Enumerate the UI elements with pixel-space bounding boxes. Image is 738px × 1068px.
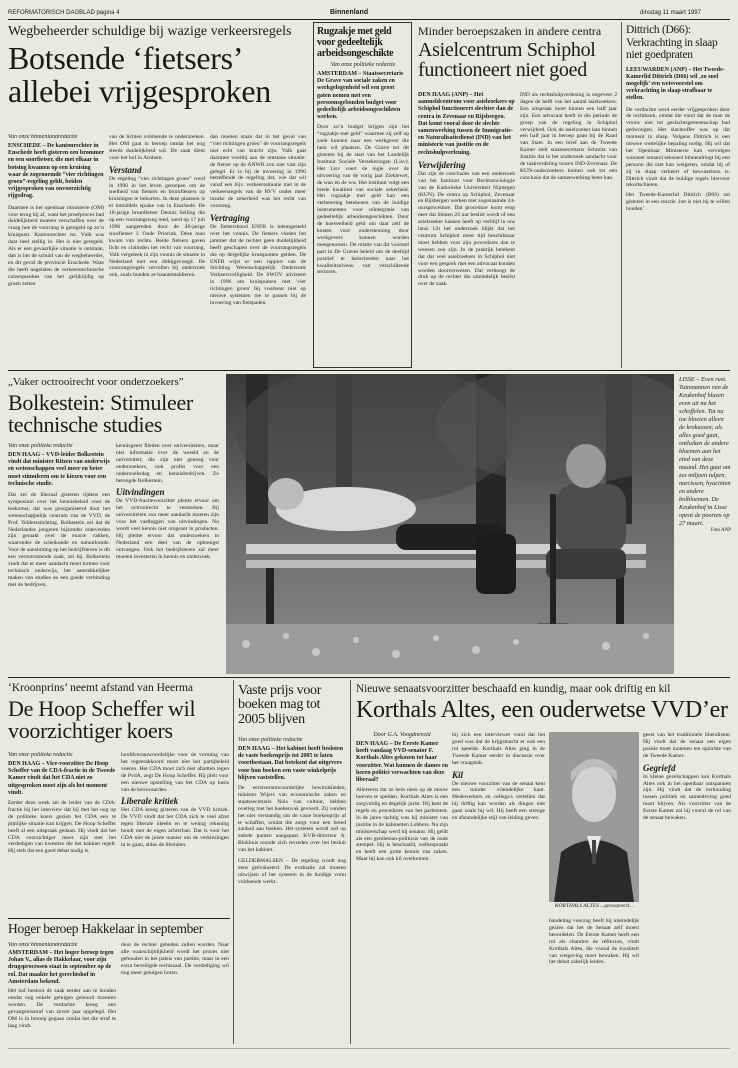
a1-kicker: Wegbeheerder schuldige bij wazige verkeersregels	[8, 24, 292, 39]
a5-col1	[8, 443, 110, 673]
a9-title: Korthals Altes, een ouderwetse VVD’er	[356, 697, 728, 723]
a6-col1	[8, 752, 116, 915]
korthals-altes-portrait	[549, 732, 639, 902]
bottom-rule	[8, 1048, 730, 1049]
a2-byline: Van onze politieke redactie	[330, 62, 396, 68]
a5-body: Dat zei de liberaal gisteren tijdens een symposium over het kennisbeleid voor de toekomst, dat was georganiseerd door het wetenschappelijk centrum van de VVD, de Prof. Teldersstichting. Bolkestein zei dat de Nederlandse jongeren bijzonder ontevreden zijn geraakt over de exacte vakken, waaronder de scheikunde en natuurkunde. Voor de aansluiting op het bedrijfsleven is dit een verontrustende zaak, zei hij. Bolkestein vindt dat er meer aandacht moet komen voor technisch onderwijs, het aantrekkelijker maken van studies en een goede verbinding met de bedrijven.	[8, 492, 110, 588]
a6-col2-sub: Liberale kritiek	[121, 796, 179, 807]
portrait-image	[549, 732, 639, 902]
photo-caption: LISSE – Even rust. Tuinmannen van de Keukenhof blazen even uit na het schoffelen. Tot nu toe bloeien alleen de krokussen; als alles goed gaat, ontluiken de andere bloemen aan het eind van deze maand. Het gaat om zes miljoen tulpen, narcissen, hyacinten en andere bolbloemen. De Keukenhof in Lisse opent de poorten op 27 maart.	[679, 376, 731, 527]
photo-caption-block	[679, 376, 731, 672]
a8-rule	[8, 918, 230, 919]
row1-rule	[8, 370, 730, 371]
a9-col1	[356, 732, 448, 1044]
a4-extra: Het Tweede-Kamerlid Dittrich (D66) zei gisteren in een reactie ‚het is niet bij te willen houden’.	[626, 192, 730, 213]
a3-lead: DEN HAAG (ANP) – Het aanmeldcentrum voor asielzoekers op Schiphol functioneert slechter dan de centra in Zevenaar en Rijsbergen. Dat komt vooral door de slechte samenwerking tussen de Immigratie- en Naturalisatiedienst (IND) van het ministerie van justitie en de rechtshulpverlening.	[418, 92, 515, 156]
a6-col2	[121, 752, 229, 915]
a2-lead: AMSTERDAM – Staatssecretaris De Grave van sociale zaken en werkgelegenheid wil een groot gaten nemen met een persoonsgebonden budget voor gedeeltelijk arbeidsongeschikten werken.	[317, 71, 404, 121]
a7-title: Vaste prijs voor boeken mag tot 2005 blijven	[238, 683, 322, 727]
header-rule	[8, 19, 730, 20]
a5-byline: Van onze politieke redactie	[8, 443, 73, 449]
a1-col2	[109, 134, 205, 366]
header-paper-name: REFORMATORISCH DAGBLAD pagina 4	[8, 10, 120, 16]
a1-col2-sub: Verstand	[109, 164, 142, 175]
a1-col3-sub: Vertraging	[210, 212, 250, 223]
a8-byline: Van onze binnenlandredactie	[8, 942, 78, 948]
a3-col2-text: IND als rechtshulpverlening is ongeveer 2 dagen de helft van het aantal asielzoekers. Een uitspraak moet binnen een half jaar zijn. Een advocaat heeft in die periode de groep van de regeling in Schiphol verwijderd. Ook de asielzoeker kan binnen een half jaar in beroep gaan bij de Raad van State. In een brief aan de Tweede Kamer stelt staatssecretaris Schmitz van Justitie dat in het onderzoek aandacht voor de taakverdeling tussen IND-Zevenaar. De KUN-onderzoekers komen ook tot een conclusie dat de samenwerking beter kan.	[520, 92, 617, 181]
a7-body: De eerstverantwoordelijke bewindslieden, minister Wijers van economische zaken en staatssecretaris Nuis van cultuur, hebben overleg met het boekenvak gevoerd. Zij vonden het niet verstandig om de vaste boekenprijs af te schaffen, omdat die zorgt voor een breed aanbod aan boeken. Het systeem wordt wel op enkele punten aangepast. KVB-directeur A. Blokhuis toonde zich tevreden over het besluit van het kabinet.	[238, 785, 346, 854]
a6-col2-text: hoofdverantwoordelijke voor de vorming van het regeerakkoord moet niet het partijbeleid voeren. Het CDA moet zich niet afzetten tegen de PvdA, zegt De Hoop Scheffer. Hij pleit voor een nieuwe opstelling van het CDA op basis van de kernwaarden.	[121, 752, 229, 793]
a3-kicker: Minder beroepszaken in andere centra	[418, 24, 602, 38]
a9-body: Allereerst dat ze hem niets op de mouw hoeven te spelden. Korthals Altes is een zorgvuldig en degelijk jurist. Hij kent de regels en procedures van het parlement. In de jaren tachtig was hij minister van justitie in de kabinetten Lubbers. Na zijn ministerschap werd hij senator. Hij geldt als een gentleman-politicus van de oude stempel. Hij is beschaafd, welbespraakt en heeft een grote kennis van zaken. Maar hij kan ook kil overkomen.	[356, 787, 448, 863]
portrait-caption: KORTHALS ALTES ...geroepeerd...	[554, 903, 634, 909]
a1-col3b-text: De fietsersbond ENFB is teleurgesteld over het vonnis. De fietsers vinden het jammer dat de rechter geen duidelijkheid heeft geschapen over de voorrangsregels die op dergelijke kruispunten gelden. De ENFB wijst er een rapport van de Stichting Wetenschappelijk Onderzoek Verkeersveiligheid. De SWOV adviseert in 1996 om kruispunten met 'vier richtingen groen' bij voorkeur niet op nieuwe systemen toe te passen bij de invoering van fietspaden.	[210, 223, 306, 306]
a8-col2	[121, 942, 229, 1044]
a6-byline: Van onze politieke redactie	[8, 752, 73, 758]
a8-body: Het hof besloot de zaak eerder aan te houden omdat nog enkele getuigen gehoord moesten worden. De verdachte kreeg een gevangenisstraf van zeven jaar opgelegd. Het OM is in beroep gegaan omdat het die straf te laag vindt.	[8, 988, 116, 1029]
a3-sub: Verwijdering	[418, 159, 466, 170]
a4-divider	[621, 22, 622, 368]
a7-byline: Van onze politieke redactie	[238, 737, 303, 743]
a1-byline: Van onze binnenlandredactie	[8, 134, 78, 140]
a7-divider-left	[233, 680, 234, 1044]
a6-col2b-text: Het CDA kreeg gisteren van de VVD kritiek. De VVD vindt dat het CDA zich te veel afzet tegen liberale ideeën en te weinig rekening houdt met de eigen achterban. Dat is voor het CDA niet de juiste manier om de verkiezingen in te gaan, aldus de liberalen.	[121, 807, 229, 848]
a4-title: Dittrich (D66): Verkrachting in slaap niet goedpraten	[626, 24, 718, 61]
a9-kicker: Nieuwe senaatsvoorzitter beschaafd en kundig, maar ook driftig en kil	[356, 683, 671, 695]
a7-lead: DEN HAAG – Het kabinet heeft besloten de vaste boekenprijs tot 2005 te laten voortbestaan. Dat betekent dat uitgevers voor hun boeken een vaste winkelprijs blijven vaststellen.	[238, 746, 343, 781]
a9-col3-text: handeling voorzag heeft hij uiteindelijk gezien dat het de Senaat zelf moest beoordelen. De Eerste Kamer heeft een rol als chambre de réflexion, vindt Korthals Altes, die vooral de kwaliteit van wetgeving moet bewaken. Hij wil het debat zakelijk leiden.	[549, 918, 639, 966]
header-section: Binnenland	[330, 9, 369, 16]
a8-col1	[8, 942, 116, 1044]
a1-col3-text: dan moeten staan dat in het geval van “vier richtingen groen” de voorrangsregels niet echt van kracht zijn. Valk gaat daarmee voorbij aan de ontstane situatie: de fietser op de ANWB zou niet vast zijn gelegd. Er is bij de invoering in 1990 betreffende de regeling dat, wie dat wil vanaf een bijv. verkeerssituatie met in de verkeersregels van de RVV onder meer inzake de zekerheid was het recht van voorrang.	[210, 134, 306, 210]
a2-content	[317, 26, 409, 364]
gardeners-photo-image	[226, 374, 674, 674]
a1-col3	[210, 134, 306, 366]
a5-col2-text: kennisgeest fileden over universiteiten, maar niet informatie over de wereld en de universiteit; die zijn niet genoeg voor onderzoekers, ook profes voor een onderzoeksdag en kennisbedrijven. Zo betoogde Bolkestein.	[116, 443, 219, 484]
a9-col2	[452, 732, 545, 1044]
row2-rule	[8, 677, 730, 678]
a9-col4-text: geest van het traditionele liberalisme. Hij vindt dat de senaat een eigen positie moet innemen ten opzichte van de Tweede Kamer.	[643, 732, 731, 759]
a9-col4-sub: Gegriefd	[643, 762, 676, 773]
a5-kicker: „Vaker octrooirecht voor onderzoekers”	[8, 376, 184, 388]
a9-col2b-text: De nieuwe voorzitter van de senaat kent een minder vriendelijke kant. Medewerkers en collega's vertellen dat hij driftig kan worden als dingen niet gaan zoals hij wil. Hij heeft een strenge en afstandelijke stijl van leiding geven.	[452, 780, 545, 822]
a6-title: De Hoop Scheffer wil voorzichtiger koers	[8, 696, 196, 744]
photo-credit: Foto ANP	[710, 528, 731, 533]
a8-col2-text: door de rechter geboden zullen worden. Naar alle waarschijnlijkheid wordt het proces niet gehouden in het paleis van justitie, maar in een extra beveiligde rechtszaal. De verdediging wil nog meer getuigen horen.	[121, 942, 229, 976]
a6-lead: DEN HAAG – Vice-voorzitter De Hoop Scheffer van de CDA-fractie in de Tweede Kamer vindt dat het CDA niet zo uitgesproken moet zijn als het moment vindt.	[8, 761, 116, 796]
a9-divider-left	[350, 680, 351, 1044]
a5-lead: DEN HAAG – VVD-leider Bolkestein vindt dat minister Ritzen van onderwijs en wetenschappen veel meer en beter moet stimuleren om te kiezen voor een technische studie.	[8, 452, 110, 487]
a9-col4b-text: In kleine gezelschappen kan Korthals Altes ook in het openbaar ontspannen zijn. Hij vindt dat de verhouding tussen politiek en samenleving goed moet blijven. Als voorzitter van de Eerste Kamer zal hij vooral de rol van de senaat bewaken.	[643, 773, 731, 822]
a5-col2b-text: De VVD-fractievoorzitter pleitte ervoor om het octrooirecht te versterken. Bij universiteiten zou meer aandacht moeten zijn voor het vastleggen van uitvindingen. Nu wordt veel kennis niet omgezet in producten. Hij pleitte ervoor dat onderzoekers in Nederland een deel van de opbrengst ontvangen. Ook het bedrijfsleven zal meer moeten investeren in kennis en onderzoek.	[116, 498, 219, 560]
a3-col2	[520, 92, 617, 366]
header-date: dinsdag 11 maart 1997	[640, 10, 701, 16]
a7-content	[238, 737, 346, 1044]
a6-body: Eerder deze week zei de leider van de CDA-fractie bij het interview dat hij met het oog op de politieke koers gezien het CDA een te pijnlijke situatie kan krijgen. De Hoop Scheffer heeft al een uitspraak gedaan. Hij vindt dat het CDA voorzichtiger moet zijn met het verdedigen van kwesties die het kabinet regelt. Hij stelt dat een goed debat nodig is.	[8, 800, 116, 855]
a1-title: Botsende ‘fietsers’ allebei vrijgesproken	[8, 40, 271, 109]
a5-col2-sub: Uitvindingen	[116, 487, 165, 498]
a9-col3	[549, 918, 639, 1044]
a4-body: De verdachte werd eerder vrijgesproken door de rechtbank, omdat die vond dat de man de vrouw niet tot geslachtsgemeenschap had gedwongen. Het slachtoffer was op dat moment in slaap. Volgens Dittrich is een nieuwe wettelijke bepaling nodig. Hij wil dat het Openbaar Ministerie kan vervolgen wanneer iemand seksueel binnendringt bij een persoon die niet kan weigeren, omdat hij of zij in slaap verkeert of bewusteloos is. Dittrich vindt dat de huidige regels hiervoor tekortschieten.	[626, 106, 730, 189]
a6-kicker: ‘Kroonprins’ neemt afstand van Heerma	[8, 682, 193, 694]
keukenhof-photo	[226, 374, 674, 674]
a8-title: Hoger beroep Hakkelaar in september	[8, 921, 203, 936]
a9-lead: DEN HAAG – De Eerste Kamer heeft vandaag VVD-senator F. Korthals Altes gekozen tot haar voorzitter. Wat kunnen de dames en heren politici verwachten van deze liberaal?	[356, 741, 448, 784]
a4-lead: LEEUWARDEN (ANP) – Het Tweede-Kamerlid Dittrich (D66) wil ‚zo snel mogelijk’ een wetsvoorstel om verkrachting in slaap strafbaar te stellen.	[626, 66, 725, 102]
a3-col1	[418, 92, 515, 366]
a2-title: Rugzakje met geld voor gedeeltelijk arbeidsongeschikte	[317, 26, 394, 59]
a1-col1	[8, 134, 104, 366]
a7-col2: GELDERMALSEN – De regeling wordt nog eens geëvalueerd. De evaluatie zal moeten uitwijzen of het systeem in de huidige vorm voldoende werkt.	[238, 858, 346, 885]
a4-content	[626, 24, 730, 368]
a2-body: Door zo’n budget krijgen zijn het “rugzakje met geld” waarmee zij zelf op zoek kunnen naar een werkgever die hem wil plaatsen. De Grave zei dit gisteren bij de start van het Landelijk Instituut Sociale Verzekeringen (Lisv). Het Lisv voert de regie over de uitvoering van de vorig jaar Ziektewet, de wao en de ww. Het instituut volgt een brede kwaliteit van sociale zekerheid. Het rugzakje met geld kan een verbetering betekenen van de huidige instrumenten voor reïntegratie van gedeeltelijk arbeidsongeschikten. Door de hoeveelheid geld om daar zelf de kosten voor ondersteuning door werkgevers kunnen worden meegenomen. De relatie van dit voorstel past in De Graves beleid om de deeltijd positief te beïnvloeden naar het kwaliteitsniveau van verschillende sectoren.	[317, 124, 409, 276]
a9-col4	[643, 732, 731, 1044]
a8-lead: AMSTERDAM – Het hoger beroep tegen Johan V., alias de Hakkelaar, voor zijn drugsprocessen staat in september op de rol. Dat maakte het gerechtshof in Amsterdam bekend.	[8, 950, 114, 985]
a1-col2b-text: De regeling “vier richtingen groen” werd in 1990 in het leven geroepen om de snelheid van fietsers en bromfietsers op kruisingen te bekorten. In deze plaatsen is er inmiddels sprake van in Enschede. De 18-jarige bromfietser Dennis Selling die op een voorrangsweg reed, werd op 17 juli 1996 aangereden door de 46-jarige snorfietser J. Oude Priorink. Deze man kwam van rechts. Beide fietsers gaven licht en claimden het recht van voorrang. Valk vergeleek in zijn vonnis de situatie in Nederland met een ditbijgevoegd. De voorrangsregels vervallen bij onderzoek ook, zoals bonden ze haantemaldieren.	[109, 175, 205, 279]
a9-byline: Door G.A. Voogdneveld	[373, 732, 431, 738]
a3-title: Asielcentrum Schiphol functioneert niet goed	[418, 39, 596, 82]
a5-title: Bolkestein: Stimuleer technische studies	[8, 390, 193, 438]
a1-col2-text: van de lichten voldoende te onderzoeken. Het OM gaat in beroep omdat het nog steeds duidelijkheid wil. De zaak dient voor het hof in Arnhem.	[109, 134, 205, 161]
a5-col2	[116, 443, 219, 673]
a9-col2-sub: Kil	[452, 769, 464, 780]
a3-col1-text: Dat zijn de conclusies van een onderzoek van het Instituut voor Rechtssociologie van de Katholieke Universiteit Nijmegen (KUN). De centra op Schiphol, Zevenaar en Rijsbergen werken met zogenaamde 24-uursprocedure. Dat procedure komt erop neer dat binnen 24 uur beslist wordt of een asielzoeker kansen heeft op verblijf in ons land. Uit het onderzoek blijkt dat het centrum Schiphol meer tijd beschikbaar moet hebben voor zijn procedures dan te wensen zou zijn. In de praktijk betekent dat dat veel asielzoekers in Schiphol niet voor een gesprek met een advocaat konden worden doorverwezen. Dat verhoogt de druk op de rechter die uiteindelijk beslist over de zaak.	[418, 170, 515, 288]
a9-col2-text: bij zich een interviewer vond dat het goed was dat de krijgsmacht er ook een rol speelde. Korthals Altes ging in de Tweede Kamer eerder in discussie over het vraagstuk.	[452, 732, 545, 766]
a1-col1-text: Daarmee is het openbaar ministerie (OM) voor terug bij af, want het proefproces had duidelijkheid moeten verschaffen over de vraag hoe de voorrang is geregeld op zo’n kruispunt. Kantonrechter mr. Vulk was daar heel stellig in. Het is niet geregeld. Als er een gevaarlijke situatie is ontstaan, dan is het de schuld van de wegbeheerder, en dit geval de provincie Enschede. Want die heeft nagelaten de verkeerstechnische consequenties van het gelijktijdig op groen zetten	[8, 204, 104, 287]
a1-lead: ENSCHEDE – De kantonrechter in Enschede heeft gisteren een brommer en een snorfietser, die met elkaar in botsing kwamen op een kruising waar de zogenoemde “vier richtingen groen”-regeling geldt, beiden vrijgesproken van onvoorzichtig rijgedrag.	[8, 143, 104, 200]
